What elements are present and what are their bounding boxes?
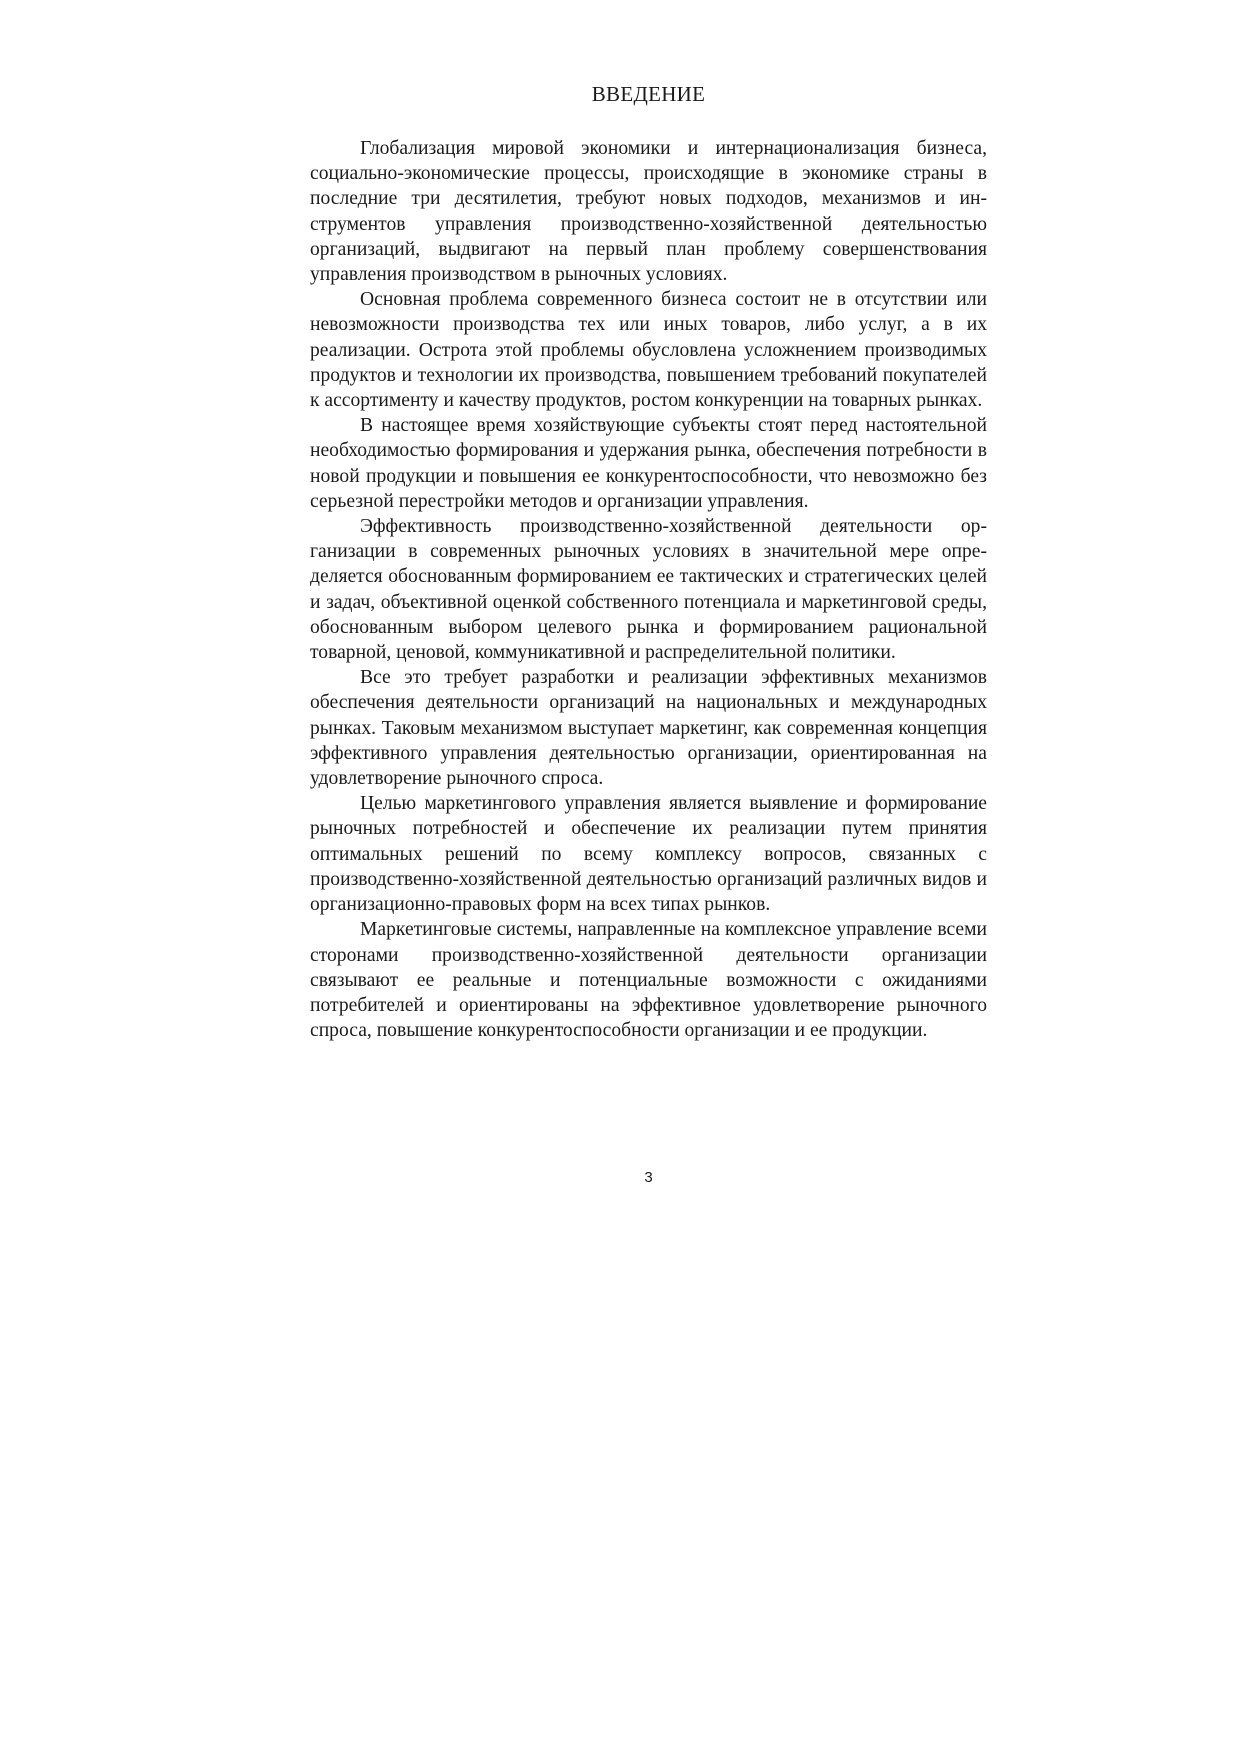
paragraph-2: Основная проблема современного бизнеса состоит не в отсутствии или невозможности производства тех или иных товаров, либо услуг, а в их реализации. Острота этой проблемы обусловлена усложнением производимых продуктов и технологии их производства, повышением требований покупателей к ассортименту и качеству продуктов, ростом конкуренции на товарных рынках. <box>310 289 987 412</box>
paragraph-1: Глобализация мировой экономики и интернационализация бизнеса, социально-экономические процессы, происходящие в экономике страны в последние три десятилетия, требуют новых подходов, механизмов и инструментов управления производственно-хозяйственной деятельностью организаций, выдвигают на первый план проблему совершенствования управления производством в рыночных условиях. <box>310 138 987 286</box>
paragraph-6: Целью маркетингового управления является выявление и формирование рыночных потребностей и обеспечение их реализации путем принятия оптимальных решений по всему комплексу вопросов, связанных с производственно-хозяйственной деятельностью организаций различных видов и организационно-правовых форм на всех типах рынков. <box>310 793 987 916</box>
paragraph-4: Эффективность производственно-хозяйственной деятельности организации в современных рыночных условиях в значительной мере определяется обоснованным формированием ее тактических и стратегических целей и задач, объективной оценкой собственного потенциала и маркетинговой среды, обоснованным выбором целевого рынка и формированием рациональной товарной, ценовой, коммуникативной и распределительной политики. <box>310 516 987 664</box>
paragraph-3: В настоящее время хозяйствующие субъекты стоят перед настоятельной необходимостью формирования и удержания рынка, обеспечения потребности в новой продукции и повышения ее конкурентоспособности, что невозможно без серьезной перестройки методов и организации управления. <box>310 415 987 512</box>
paragraph-5: Все это требует разработки и реализации эффективных механизмов обеспечения деятельности организаций на национальных и международных рынках. Таковым механизмом выступает маркетинг, как современная концепция эффективного управления деятельностью организации, ориентированная на удовлетворение рыночного спроса. <box>310 667 987 790</box>
body-text <box>310 136 987 1043</box>
page-number: 3 <box>644 1169 653 1186</box>
paragraph-7: Маркетинговые системы, направленные на комплексное управление всеми сторонами производственно-хозяйственной деятельности организации связывают ее реальные и потенциальные возможности с ожиданиями потребителей и ориентированы на эффективное удовлетворение рыночного спроса, повышение конкурентоспособности организации и ее продукции. <box>310 919 987 1042</box>
section-title: ВВЕДЕНИЕ <box>591 82 706 106</box>
